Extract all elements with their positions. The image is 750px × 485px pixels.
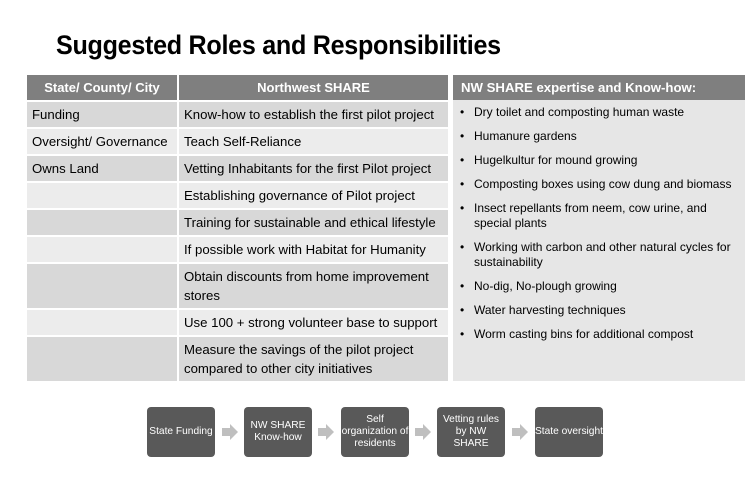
table-cell: Oversight/ Governance	[27, 128, 178, 155]
table-cell	[27, 336, 178, 381]
table-row	[27, 101, 448, 128]
table-row	[27, 309, 448, 336]
table-cell: Know-how to establish the first pilot project	[178, 101, 448, 128]
table-cell: Establishing governance of Pilot project	[178, 182, 448, 209]
flow-step-state-oversight: State oversight	[535, 407, 603, 457]
bullet-icon: •	[460, 303, 465, 317]
bullet-icon: •	[460, 129, 465, 143]
table-row	[27, 182, 448, 209]
column-header-state: State/ County/ City	[27, 75, 178, 101]
roles-table	[27, 75, 448, 381]
list-item-text: Hugelkultur for mound growing	[474, 153, 638, 167]
table-cell: Funding	[27, 101, 178, 128]
bullet-icon: •	[460, 201, 465, 215]
list-item-text: Dry toilet and composting human waste	[474, 105, 685, 119]
expertise-list	[453, 100, 745, 342]
arrow-right-icon	[222, 424, 238, 440]
list-item-text: Working with carbon and other natural cycles for sustainability	[474, 240, 731, 269]
flow-step-vetting-rules: Vetting rules by NW SHARE	[437, 407, 505, 457]
list-item	[460, 177, 737, 192]
list-item-text: Humanure gardens	[474, 129, 577, 143]
list-item-text: No-dig, No-plough growing	[474, 279, 617, 293]
list-item	[460, 327, 737, 342]
arrow-right-icon	[512, 424, 528, 440]
bullet-icon: •	[460, 240, 465, 254]
table-cell: Measure the savings of the pilot project compared to other city initiatives	[178, 336, 448, 381]
bullet-icon: •	[460, 153, 465, 167]
list-item-text: Worm casting bins for additional compost	[474, 327, 694, 341]
table-cell	[27, 236, 178, 263]
list-item	[460, 279, 737, 294]
table-cell: Obtain discounts from home improvement stores	[178, 263, 448, 309]
list-item-text: Composting boxes using cow dung and biomass	[474, 177, 732, 191]
table-cell	[27, 182, 178, 209]
bullet-icon: •	[460, 177, 465, 191]
table-row	[27, 155, 448, 182]
table-cell	[27, 309, 178, 336]
list-item	[460, 303, 737, 318]
bullet-icon: •	[460, 279, 465, 293]
bullet-icon: •	[460, 105, 465, 119]
table-cell: Teach Self-Reliance	[178, 128, 448, 155]
bullet-icon: •	[460, 327, 465, 341]
arrow-right-icon	[318, 424, 334, 440]
flow-step-state-funding: State Funding	[147, 407, 215, 457]
list-item-text: Water harvesting techniques	[474, 303, 626, 317]
list-item	[460, 153, 737, 168]
table-cell: Vetting Inhabitants for the first Pilot project	[178, 155, 448, 182]
table-cell: If possible work with Habitat for Humanity	[178, 236, 448, 263]
table-row	[27, 263, 448, 309]
expertise-header: NW SHARE expertise and Know-how:	[453, 75, 745, 100]
slide-title: Suggested Roles and Responsibilities	[56, 30, 501, 60]
list-item	[460, 105, 737, 120]
list-item-text: Insect repellants from neem, cow urine, and special plants	[474, 201, 707, 230]
table-cell: Owns Land	[27, 155, 178, 182]
list-item	[460, 201, 737, 231]
table-row	[27, 236, 448, 263]
expertise-panel	[453, 75, 745, 381]
table-row	[27, 128, 448, 155]
table-cell	[27, 209, 178, 236]
table-header-row	[27, 75, 448, 101]
table-cell	[27, 263, 178, 309]
arrow-right-icon	[415, 424, 431, 440]
list-item	[460, 129, 737, 144]
flow-step-nw-share-know-how: NW SHARE Know-how	[244, 407, 312, 457]
list-item	[460, 240, 737, 270]
column-header-nwshare: Northwest SHARE	[178, 75, 448, 101]
table-row	[27, 209, 448, 236]
table-row	[27, 336, 448, 381]
table-cell: Use 100 + strong volunteer base to support	[178, 309, 448, 336]
flow-step-self-organization: Self organization of residents	[341, 407, 409, 457]
table-cell: Training for sustainable and ethical lifestyle	[178, 209, 448, 236]
